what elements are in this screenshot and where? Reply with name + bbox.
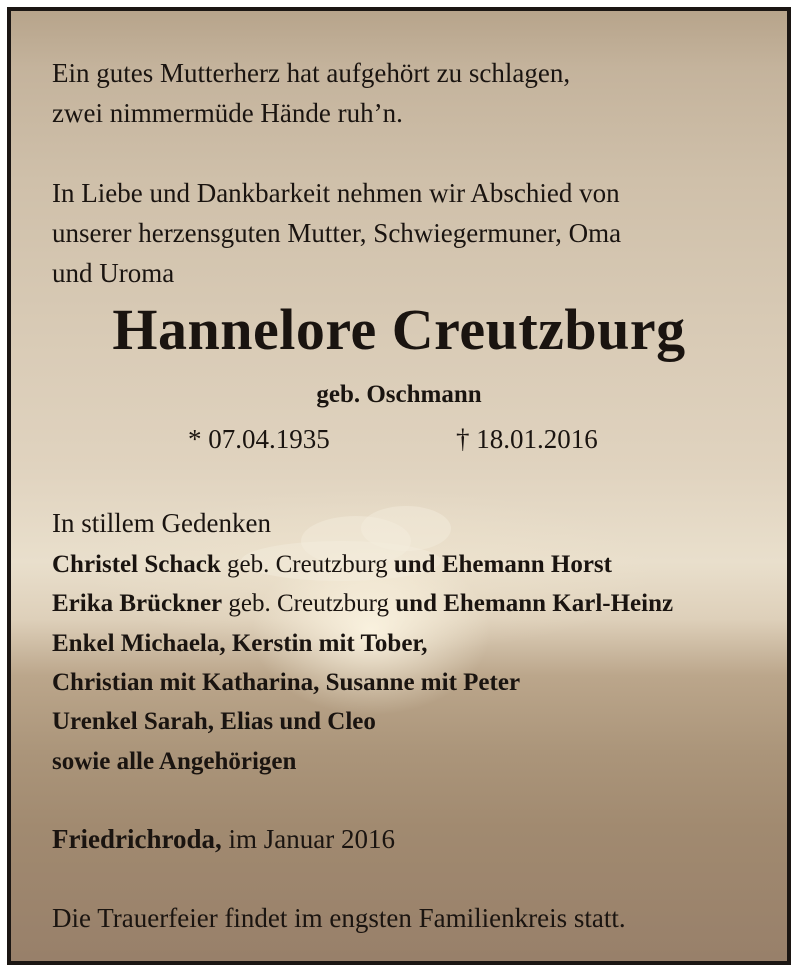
- date: im Januar 2016: [221, 824, 395, 854]
- poem-line-1: Ein gutes Mutterherz hat aufgehört zu schlagen,: [52, 58, 571, 88]
- birth-date: * 07.04.1935: [188, 424, 330, 454]
- deceased-name: Hannelore Creutzburg: [112, 297, 686, 362]
- mourner-name: Erika Brückner: [52, 590, 223, 617]
- mourner-spouse: und Ehemann Horst: [393, 551, 612, 578]
- maiden-name: geb. Oschmann: [316, 381, 482, 408]
- mourner-name: Christel Schack: [52, 551, 221, 578]
- funeral-note: Die Trauerfeier findet im engsten Familienkreis statt.: [52, 903, 626, 933]
- mourner-spouse: und Ehemann Karl-Heinz: [395, 590, 674, 617]
- mourner-maiden: geb. Creutzburg: [220, 551, 394, 578]
- mourners-heading: In stillem Gedenken: [52, 508, 271, 538]
- intro-line-1: In Liebe und Dankbarkeit nehmen wir Abschied von: [52, 178, 620, 208]
- mourner-maiden: geb. Creutzburg: [222, 590, 396, 617]
- mourner-row-5: Urenkel Sarah, Elias und Cleo: [52, 708, 376, 735]
- poem-line-2: zwei nimmermüde Hände ruh’n.: [52, 98, 403, 128]
- place: Friedrichroda,: [52, 824, 222, 854]
- mourner-row-2: [52, 587, 673, 621]
- mourner-row-4: Christian mit Katharina, Susanne mit Peter: [52, 669, 521, 696]
- mourner-row-3: Enkel Michaela, Kerstin mit Tober,: [52, 630, 428, 657]
- intro-line-2: unserer herzensguten Mutter, Schwiegermuner, Oma: [52, 218, 622, 248]
- obituary-frame: [7, 7, 791, 965]
- mourner-row-1: [52, 548, 612, 582]
- intro-line-3: und Uroma: [52, 258, 175, 288]
- death-date: † 18.01.2016: [456, 424, 598, 454]
- place-date: [52, 821, 395, 857]
- mourner-row-6: sowie alle Angehörigen: [52, 748, 297, 775]
